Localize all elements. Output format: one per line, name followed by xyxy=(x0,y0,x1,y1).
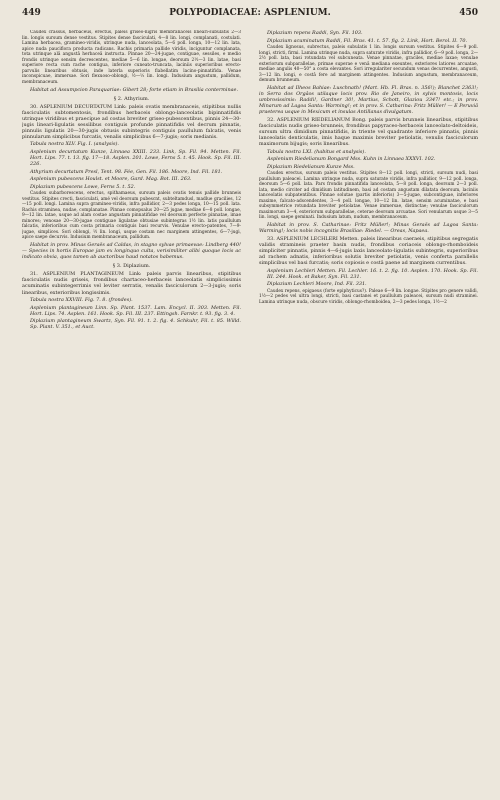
running-title: POLYPODIACEAE: ASPLENIUM. xyxy=(169,8,331,18)
page-header xyxy=(22,8,478,22)
right-column xyxy=(259,30,478,792)
text-paragraph: Caudex lignosus, subrectus, paleis subulatis 1 lin. longis sursum vestitus. Stipites 6—9 poll. longi, stricti, firmi. Lamina utrinque nuda, supra saturate viridis, infra pallidior, 6—9 poll. longa, 2—2½ poll. lata, basi rotundata vel subcuneata. Venae pinnatae, graciles, mediae laxae; venulae exteriorum subparallelae, primae superae e venâ mediana exeuntes, exteriores latiores arcuatae, mediae angulis 40—50° a costa elevantes. Sori irregulariter secundum venas decurrentes, angusti, 3—12 lin. longi, e costâ fere ad marginem attingentes. Indusium angustum, membranaceum, demum brunneum. xyxy=(259,45,478,84)
reference-line: Diplazium pubescens Lowe, Ferns 5. t. 52. xyxy=(30,183,136,190)
reference-line: Diplazium plantagineum Swartz, Syn. Fil. 91. t. 2. fig. 4. Schkuhr, Fil. t. 85. Willd. Sp. Plant. V. 351., et Auct. xyxy=(30,318,241,331)
reference-line: Asplenium decurtatum Kunze, Linnaea XXIII. 233. Link, Sp. Fil. 94. Metten. Fil. Hort. Lips. 77. t. 13. fig. 17—18. Asplen. 201. Lowe, Ferns 5. t. 45. Hook. Sp. Fil. III. 226. xyxy=(30,148,241,168)
text-paragraph: Habitat ad Ilheos Bahiae: Luschnath! (Mart. Hb. Fl. Bras. n. 356!); Blanchet 2363!; in Serra dos Orgâos utilaque locis prov. Rio de Janeiro, in sylvis montosis, locis umbrosissimis: Raddi!, Gardner 30!, Martius, Schott, Glaziou 3347! etc.; in prov. Minarum ad Lagoa Santa: Warming!; et in prov. S. Catharina: Fritz Müller! — E Peruviâ praeterea usque in Mexicum et insulas Antillanas divulgatum. xyxy=(259,85,478,116)
text-paragraph: Tabula nostra LXI. (habitus et analysis). xyxy=(267,148,366,155)
text-paragraph: 32. ASPLENIUM RIEDELIANUM Bong. paleis parvis brunneis linearibus, stipitibus fasciculatis nudis griseo-brunneis, frondibus papyraceo-herbaceis lanceolato-deltoideis, sursum ultra dimidium pinnatifidis, in triente vel quadrante inferiore pinnatis, pinnis lanceolatis denticulatis, imis haque maximis breviter petiolatis, venulis fasciculorum maximorum bijugis; soris linearibus. xyxy=(259,116,478,148)
text-paragraph: Tabula nostra XLV. Fig. I. (analysis). xyxy=(30,141,119,148)
text-paragraph: 30. ASPLENIUM DECURTATUM Link: paleis ovatis membranaceis, stipitibus nullis fasciculatis subtomentosis, frondibus herbaceis oblongo-lanceolatis bipinnatifidis utrinque viridibus et praecipue ad costas breviter griseo-pubescentibus, pinnis 24—30-jugis lineari-ligulatis sessilibus contiguis profunde pinnatifidis vel decrum pinnatis, pinnulis ligulatis 20—30-jugis obtusis subintegris contiguis paullulum falcatis, venis pinnularum simplicibus furcatis, venalis simplicibus 6—7-jugis; soris medianis. xyxy=(22,103,241,140)
reference-line: Athyrium decurtatum Presl, Tent. 98. Fée, Gen. Fil. 186. Moore, Ind. Fil. 181. xyxy=(30,168,223,175)
page-number-left: 449 xyxy=(22,8,41,18)
left-column xyxy=(22,30,241,792)
reference-line: Diplazium repens Raddi, Syn. Fil. 103. xyxy=(267,30,363,36)
text-paragraph: Habitat in prov. S. Catharinae: Fritz Müller!; Minas Geraës ad Lagoa Santa: Warming!; locis nobis incognitis Brasiliae: Riedel. — Oreas, Napaea. xyxy=(259,222,478,235)
text-paragraph: 31. ASPLENIUM PLANTAGINEUM Link: paleis parvis linearibus, stipitibus fasciculatis nudis griseis, frondibus chartaceo-herbaceis lanceolatis simplicissimis acuminatis subintegerrimis vel leviter serratis, venalis fasciculorum 2—3-jugis; soris linearibus, exterioribus longissimis. xyxy=(22,271,241,296)
reference-line: Asplenium plantagineum Linn. Sp. Plant. 1537. Lam. Encycl. II. 303. Metten. Fil. Hort. Lips. 74. Asplen. 161. Hook. Sp. Fil. III. 237. Ettingsh. Farnkr. t. 93. fig. 3. 4. xyxy=(30,304,241,317)
reference-line: Asplenium Riedelianum Bongard Mss. Kuhn in Linnaea XXXVI. 102. xyxy=(267,156,436,163)
reference-line: Asplenium pubescens Houlst. et Moore, Gard. Mag. Bot. III. 263. xyxy=(30,176,192,183)
reference-line: Diplazium Lechleri Moore, Ind. Fil. 331. xyxy=(267,281,367,288)
text-paragraph: Caudex crassus, herbaceus, erectus, paleis griseo-nigris membranaceis lineari-subulatis 2—3 lin. longis sursum dense vestitus. Stipites dense fasciculati, 4—8 lin. longi, complanati, costulati. Lamina herbacea, gramineo-viridis, utrinque nuda, lanceolata, 5—6 poll. longa, 10—12 lin. lata, apice nuda pauciflora producta radicans. Rachis primaria pallide viridis, inciguntur complanata, tota utrinque alâ angustâ herbaceâ instructa. Pinnae 20—24-jugae, contiguae, sessiles, e medio frondis utrinque sensim decrescentes, mediae 5—6 lin. longae, deorsum 2½—3 lin. latae, basi superiore recta cum rache contigua, inferiore cuneato-truncata, laciniis superioribus erecto-parvulis linearibus obtusis, inde laterla superioris flabellatim lacino-pinnatifida. Venae inconspicuae, immersae. Sori flexuoso-oblongi, ½—⅓ lin. longi. Indusium angustum, pallidum, membranaceum. xyxy=(22,30,241,85)
text-paragraph: 33. ASPLENIUM LECHLERI Metten. paleis linearibus caeraeis, stipitibus segregatis validis stramineis praeter basin nudis, frondibus coriaceis oblongo-rhomboideis simpliciter pinnatis, pinnis 4—6-jugis laxis lanceolato-ligulatis subintegris, superioribus ad rachem adnatis, inferioribus solutis breviter petiolatis, venis conferta parallelis simplicibus vel basi furcatis; soris copiosis e costâ paene ad marginem currentibus. xyxy=(259,235,478,266)
reference-line: Diplazium Riedelianum Kunze Mss. xyxy=(267,163,355,170)
section-heading: § 3. Diplazium. xyxy=(112,263,151,270)
text-paragraph: Habitat ad Assumpcion Paraquariae: Gibert 28; forte etiam in Brasilia conterminae. xyxy=(30,86,239,93)
text-paragraph: Habitat in prov. Minas Geraës ad Caldas, in stagno sylvae primaevae: Lindberg 440! — Species in hortis Europae jam ex longinquo culta, verisimiliter alibi quoque locis ac indicato obvia, quos tamen ab auctoribus haud notatos habemus. xyxy=(22,242,241,261)
text-paragraph: Caudex erectus, sursum paleis vestitus. Stipites 8—12 poll. longi, stricti, sursum nudi, basi paullulum paleacei. Lamina utrinque nuda, supra saturate viridis, infra pallidior, 9—12 poll. longa, deorsum 5—6 poll. lata. Pars frondis pinnatifida lanceolata, 5—8 poll. longa, deorsum 2—3 poll. lata, medio circiter ad dimidium latitudinem, basi ad costam angustam dilatata deorsum, laciniis lanceolatis subpatentibus. Pinnae solutae (partis inferioris) 3—5-jugae, subcontiguae, inferiores maxime, falcato-adscendentes, 3—4 poll. longae, 10—12 lin. latae, sensim acuminatae, e basi subsymmetrice rotundata breviter petiolatae. Venae immersae, distinctae; venulae fasciculorum maximorum 3—4, exteriorum subparallelae, ceterae deorsum arcuatae. Sori venularum usque 3—5 lin. longi, saepe geminati. Indusium latum, nudum, membranaceum. xyxy=(259,171,478,221)
text-paragraph: Caudex subarborescens, erectus, spithamaeus, sursum paleis ovatis tenuis pallide brunneis vestitus. Stipites crecti, fasciculati, amé vel deorsum pubescnt, subteltamdusl, madlue gracilies, 12—15 poll. longi. Lamina supra gramineo-viridis, infra pallidior, 2—3 pedes longa, 10—15 poll. lata. Rachis straminea, nudae, complanatae. Pinnae comopsalus 20—25 jugae, mediae 6—8 poll. longae, 9—12 lin. latae, usque ad alam costae angustam pinnatifidae vel deorsum perfecte pinnatae, imae minores; venosae 20—30-jugae contiguae ligulatae obtusiae subintegras 1½ lin. latis paullulum falcatis, inferioribus cum costa primaria contiguis basi recurvis. Venulae erecto-patentes, 7—9-jugae, simplices. Sori oblongi, ½ lin. longi, usque costam nec marginem attingentes, 6—7-jugi, apice saepe decurvis. Indusium membranaceum, pallidum. xyxy=(22,191,241,241)
reference-line: Diplazium acuminatum Raddi, Fil. Bras. 41. t. 57. fig. 2. Link, Hort. Berol. II. 70. xyxy=(267,37,468,44)
page-number-right: 450 xyxy=(459,8,478,18)
reference-line: Asplenium Lechleri Metten. Fil. Lechler. 16. t. 2. fig. 10. Asplen. 170. Hook. Sp. Fil. III. 244. Hook. et Baker, Syn. Fil. 231. xyxy=(267,267,478,280)
text-paragraph: Tabula nostra XXVIII. Fig. 7. 8. (frondes). xyxy=(30,297,133,304)
text-paragraph: Caudex repens, epigaeus (forte epiphyticus?). Paleae 6—9 lin. longae. Stipites pro genere validi, 1½—2 pedes vel ultra longi, stricti, basi castanei et paullulum paleacei, sursum nudi straminei. Lamina utrinque nuda, obscure viridis, oblongo-rhomboidea, 2—3 pedes longa, 1½—2 xyxy=(259,288,478,305)
section-heading: § 2. Athyrium. xyxy=(113,95,150,102)
